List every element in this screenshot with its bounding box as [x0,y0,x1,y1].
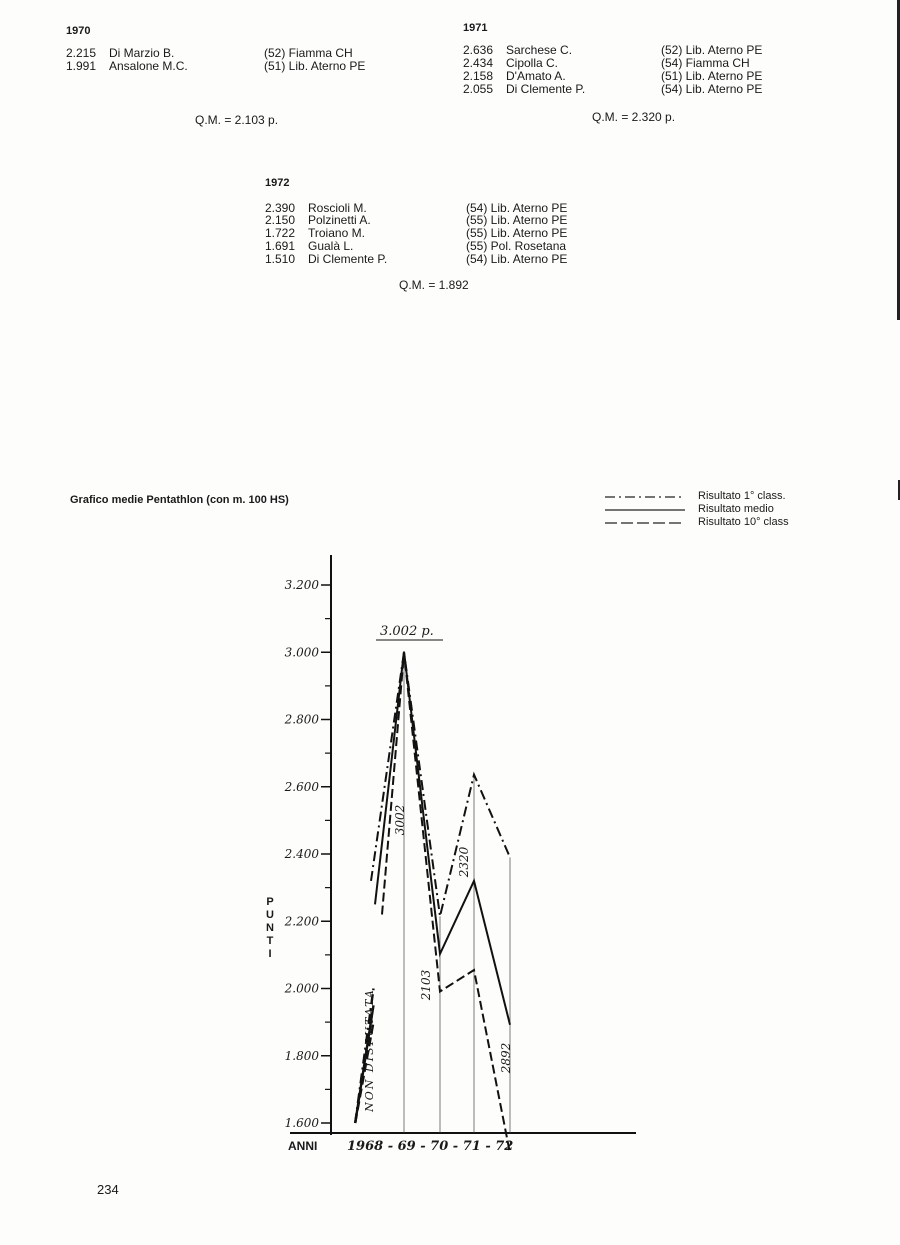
legend-label: Risultato 1° class. [698,490,786,502]
y-tick-label: 3.200 [284,578,319,592]
y-axis-label: P [266,896,274,908]
not-held-annotation: NON DISPUTATA [363,988,376,1112]
series-line [382,652,510,1153]
score: 1.691 [265,239,296,253]
average-score: Q.M. = 1.892 [399,278,469,292]
club: (55) Pol. Rosetana [466,239,567,253]
club: (51) Lib. Aterno PE [661,69,763,83]
legend-label: Risultato 10° class [698,516,789,528]
chart-title: Grafico medie Pentathlon (con m. 100 HS) [70,494,289,506]
athlete-name: Troiano M. [308,226,365,240]
club: (52) Fiamma CH [264,46,353,60]
legend-swatches [605,490,687,530]
peak-annotation: 3.002 p. [380,624,434,639]
y-axis-label: I [268,948,272,960]
y-tick-label: 2.800 [284,712,319,727]
y-tick-label: 1.600 [284,1116,319,1130]
result-row [463,83,843,96]
score: 1.722 [265,226,296,240]
club: (54) Lib. Aterno PE [466,201,568,215]
y-axis-label: N [266,922,274,934]
x-tick-labels: 1968 - 69 - 70 - 71 - 72 [347,1139,514,1154]
average-score: Q.M. = 2.320 p. [592,110,676,124]
year-heading: 1971 [463,22,488,34]
athlete-name: Di Clemente P. [308,252,388,266]
value-annotation: 2103 [419,969,433,1001]
y-axis-label: T [266,935,274,947]
athlete-name: Roscioli M. [308,201,367,215]
athlete-name: D'Amato A. [506,69,566,83]
club: (52) Lib. Aterno PE [661,43,763,57]
y-axis-label: U [266,909,274,921]
athlete-name: Gualà L. [308,239,354,253]
score: 2.158 [463,69,494,83]
year-heading: 1970 [66,25,91,37]
club: (55) Lib. Aterno PE [466,213,568,227]
page-number: 234 [97,1182,119,1197]
club: (51) Lib. Aterno PE [264,59,366,73]
score: 2.636 [463,43,494,57]
club: (54) Lib. Aterno PE [466,252,568,266]
athlete-name: Cipolla C. [506,56,559,70]
x-axis-label: ANNI [288,1139,318,1153]
athlete-name: Sarchese C. [506,43,573,57]
score: 1.510 [265,252,296,266]
score: 2.055 [463,82,494,96]
result-row [66,60,446,73]
club: (54) Lib. Aterno PE [661,82,763,96]
score: 1.991 [66,59,97,73]
pentathlon-chart [0,540,900,1160]
score: 2.390 [265,201,296,215]
series-line [371,652,510,916]
athlete-name: Di Clemente P. [506,82,586,96]
score: 2.434 [463,56,494,70]
y-tick-label: 3.000 [284,645,319,660]
y-tick-label: 2.600 [284,779,319,794]
score: 2.150 [265,213,296,227]
athlete-name: Polzinetti A. [308,213,371,227]
year-heading: 1972 [265,177,290,189]
average-score: Q.M. = 2.103 p. [195,113,279,127]
value-annotation: 2892 [499,1042,513,1074]
y-tick-label: 1.800 [284,1048,319,1063]
value-annotation: 3002 [393,804,407,836]
y-tick-label: 2.000 [284,981,319,996]
y-tick-label: 2.400 [284,847,319,861]
legend-label: Risultato medio [698,503,774,515]
y-tick-label: 2.200 [284,914,319,929]
club: (54) Fiamma CH [661,56,750,70]
value-annotation: 2320 [457,846,471,878]
athlete-name: Di Marzio B. [109,46,175,60]
result-row [265,253,645,266]
score: 2.215 [66,46,97,60]
club: (55) Lib. Aterno PE [466,226,568,240]
athlete-name: Ansalone M.C. [109,59,188,73]
